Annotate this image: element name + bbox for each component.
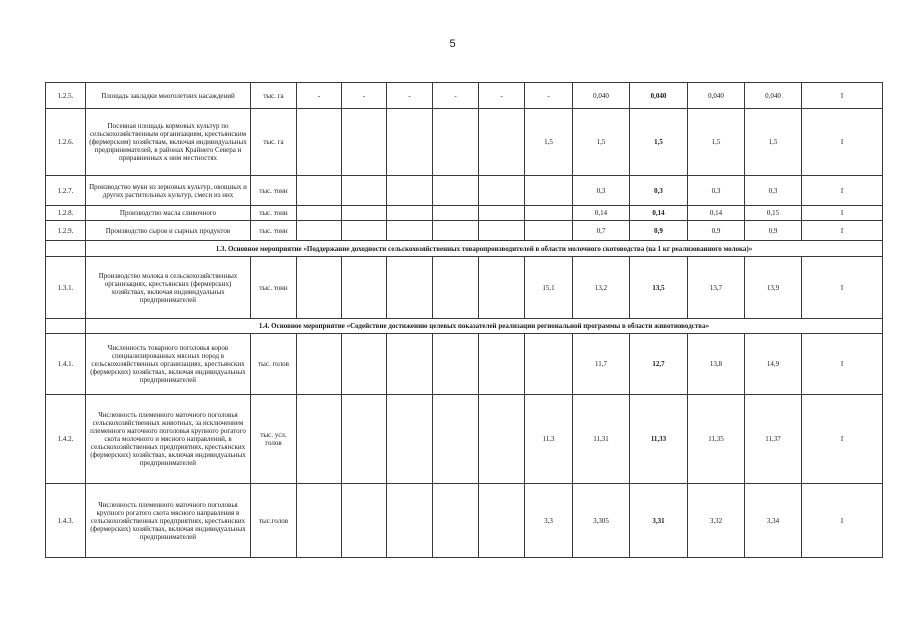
value-cell: 13,9 — [745, 257, 802, 319]
table-row — [46, 206, 883, 221]
section-header-row — [46, 319, 883, 334]
value-cell: 0,040 — [745, 83, 802, 109]
value-cell: 14,9 — [745, 334, 802, 395]
indicator-name: Численность товарного поголовья коров специализированных мясных пород в сельскохозяйственных организациях, крестьянских (фермерских) хозяйствах, включая индивидуальных предпринимателей — [86, 334, 251, 395]
value-cell — [387, 206, 433, 221]
value-cell — [525, 334, 573, 395]
value-cell — [297, 395, 342, 484]
value-cell: 13,2 — [573, 257, 630, 319]
value-cell: 11,37 — [745, 395, 802, 484]
table-row — [46, 395, 883, 484]
unit-cell: тыс. тонн — [251, 176, 297, 206]
value-cell — [387, 334, 433, 395]
row-number: 1.2.8. — [46, 206, 86, 221]
value-cell: 11,3 — [525, 395, 573, 484]
value-cell — [387, 484, 433, 558]
row-number: 1.4.1. — [46, 334, 86, 395]
value-cell: 11,33 — [630, 395, 688, 484]
responsible-cell: I — [802, 395, 883, 484]
value-cell: 1,5 — [745, 109, 802, 176]
value-cell: 13,5 — [630, 257, 688, 319]
value-cell: 11,7 — [573, 334, 630, 395]
table-row — [46, 221, 883, 241]
unit-cell: тыс. га — [251, 109, 297, 176]
value-cell — [433, 395, 479, 484]
value-cell — [297, 334, 342, 395]
indicator-name: Производство масла сливочного — [86, 206, 251, 221]
value-cell: 0,3 — [745, 176, 802, 206]
value-cell: 3,305 — [573, 484, 630, 558]
value-cell: 13,8 — [688, 334, 745, 395]
value-cell: 0,9 — [745, 221, 802, 241]
indicator-name: Посевная площадь кормовых культур по сельскохозяйственным организациям, крестьянским (фермерским) хозяйствам, включая индивидуальных предпринимателей, в районах Крайнего Севера и приравненных к ним местностях — [86, 109, 251, 176]
value-cell — [342, 484, 387, 558]
indicators-table — [45, 82, 883, 558]
indicator-name: Производство муки из зерновых культур, овощных и других растительных культур, смеси из них — [86, 176, 251, 206]
table-row — [46, 176, 883, 206]
responsible-cell: I — [802, 484, 883, 558]
value-cell: 3,32 — [688, 484, 745, 558]
value-cell — [433, 206, 479, 221]
unit-cell: тыс. усл. голов — [251, 395, 297, 484]
value-cell: 1,5 — [525, 109, 573, 176]
value-cell — [297, 176, 342, 206]
value-cell: 11,31 — [573, 395, 630, 484]
value-cell: 15,1 — [525, 257, 573, 319]
value-cell — [297, 257, 342, 319]
value-cell — [525, 221, 573, 241]
value-cell: 13,7 — [688, 257, 745, 319]
indicator-name: Производство молока в сельскохозяйственных организациях, крестьянских (фермерских) хозяйствах, включая индивидуальных предпринимателей — [86, 257, 251, 319]
value-cell — [433, 176, 479, 206]
value-cell — [297, 484, 342, 558]
table-body — [46, 83, 883, 558]
value-cell — [479, 176, 525, 206]
value-cell — [479, 395, 525, 484]
unit-cell: тыс. тонн — [251, 221, 297, 241]
unit-cell: тыс. га — [251, 83, 297, 109]
row-number: 1.2.9. — [46, 221, 86, 241]
value-cell — [297, 109, 342, 176]
value-cell: 0,3 — [688, 176, 745, 206]
row-number: 1.2.7. — [46, 176, 86, 206]
value-cell: - — [479, 83, 525, 109]
section-title: 1.3. Основное мероприятие «Поддержание доходности сельскохозяйственных товаропроизводителей в области молочного скотоводства (на 1 кг реализованного молока)» — [86, 241, 883, 257]
responsible-cell: I — [802, 206, 883, 221]
value-cell — [342, 334, 387, 395]
value-cell — [387, 221, 433, 241]
section-title: 1.4. Основное мероприятие «Содействие достижению целевых показателей реализации региональной программы в области животноводства» — [86, 319, 883, 334]
value-cell — [479, 484, 525, 558]
value-cell: 3,31 — [630, 484, 688, 558]
row-number: 1.3.1. — [46, 257, 86, 319]
responsible-cell: I — [802, 257, 883, 319]
value-cell: 0,3 — [630, 176, 688, 206]
unit-cell: тыс. тонн — [251, 206, 297, 221]
value-cell: - — [297, 83, 342, 109]
value-cell — [387, 109, 433, 176]
value-cell: 0,14 — [630, 206, 688, 221]
responsible-cell: I — [802, 176, 883, 206]
value-cell — [479, 109, 525, 176]
unit-cell: тыс.голов — [251, 484, 297, 558]
row-number: 1.2.5. — [46, 83, 86, 109]
value-cell: 1,5 — [688, 109, 745, 176]
value-cell — [342, 206, 387, 221]
value-cell — [342, 395, 387, 484]
value-cell — [433, 109, 479, 176]
indicator-name: Производство сыров и сырных продуктов — [86, 221, 251, 241]
row-number: 1.4.3. — [46, 484, 86, 558]
table-row — [46, 109, 883, 176]
section-number-cell — [46, 241, 86, 257]
row-number: 1.2.6. — [46, 109, 86, 176]
value-cell: - — [525, 83, 573, 109]
value-cell — [297, 206, 342, 221]
value-cell — [479, 206, 525, 221]
responsible-cell: I — [802, 334, 883, 395]
responsible-cell: I — [802, 83, 883, 109]
value-cell — [297, 221, 342, 241]
value-cell — [479, 257, 525, 319]
value-cell: 0,9 — [688, 221, 745, 241]
table-row — [46, 484, 883, 558]
value-cell: - — [387, 83, 433, 109]
value-cell: - — [342, 83, 387, 109]
section-number-cell — [46, 319, 86, 334]
value-cell: 0,040 — [573, 83, 630, 109]
value-cell — [433, 334, 479, 395]
value-cell: 0,9 — [630, 221, 688, 241]
value-cell: 0,040 — [630, 83, 688, 109]
value-cell — [342, 221, 387, 241]
responsible-cell: I — [802, 221, 883, 241]
indicator-name: Численность племенного маточного поголовья крупного рогатого скота мясного направления в сельскохозяйственных предприятиях, крестьянских (фермерских) хозяйствах, включая индивидуальных предпринимателей — [86, 484, 251, 558]
value-cell — [525, 206, 573, 221]
value-cell — [342, 109, 387, 176]
value-cell: 0,040 — [688, 83, 745, 109]
indicator-name: Площадь закладки многолетних насаждений — [86, 83, 251, 109]
value-cell: 1,5 — [573, 109, 630, 176]
value-cell: 3,3 — [525, 484, 573, 558]
value-cell — [433, 484, 479, 558]
unit-cell: тыс. голов — [251, 334, 297, 395]
row-number: 1.4.2. — [46, 395, 86, 484]
table-row — [46, 83, 883, 109]
value-cell — [387, 257, 433, 319]
unit-cell: тыс. тонн — [251, 257, 297, 319]
value-cell — [342, 176, 387, 206]
value-cell — [433, 221, 479, 241]
value-cell: 3,34 — [745, 484, 802, 558]
value-cell — [387, 395, 433, 484]
value-cell — [387, 176, 433, 206]
value-cell: 0,3 — [573, 176, 630, 206]
page-number: 5 — [449, 38, 456, 50]
table-row — [46, 334, 883, 395]
value-cell — [479, 221, 525, 241]
value-cell: 0,7 — [573, 221, 630, 241]
value-cell — [525, 176, 573, 206]
indicator-name: Численность племенного маточного поголовья сельскохозяйственных животных, за исключением племенного маточного поголовья крупного рогатого скота молочного и мясного направлений, в сельскохозяйственных предприятиях, крестьянских (фермерских) хозяйствах, включая индивидуальных предпринимателей — [86, 395, 251, 484]
table-row — [46, 257, 883, 319]
value-cell: - — [433, 83, 479, 109]
value-cell: 1,5 — [630, 109, 688, 176]
value-cell: 12,7 — [630, 334, 688, 395]
value-cell: 0,14 — [573, 206, 630, 221]
value-cell — [433, 257, 479, 319]
responsible-cell: I — [802, 109, 883, 176]
value-cell — [479, 334, 525, 395]
value-cell: 0,15 — [745, 206, 802, 221]
value-cell: 11,35 — [688, 395, 745, 484]
value-cell: 0,14 — [688, 206, 745, 221]
value-cell — [342, 257, 387, 319]
section-header-row — [46, 241, 883, 257]
